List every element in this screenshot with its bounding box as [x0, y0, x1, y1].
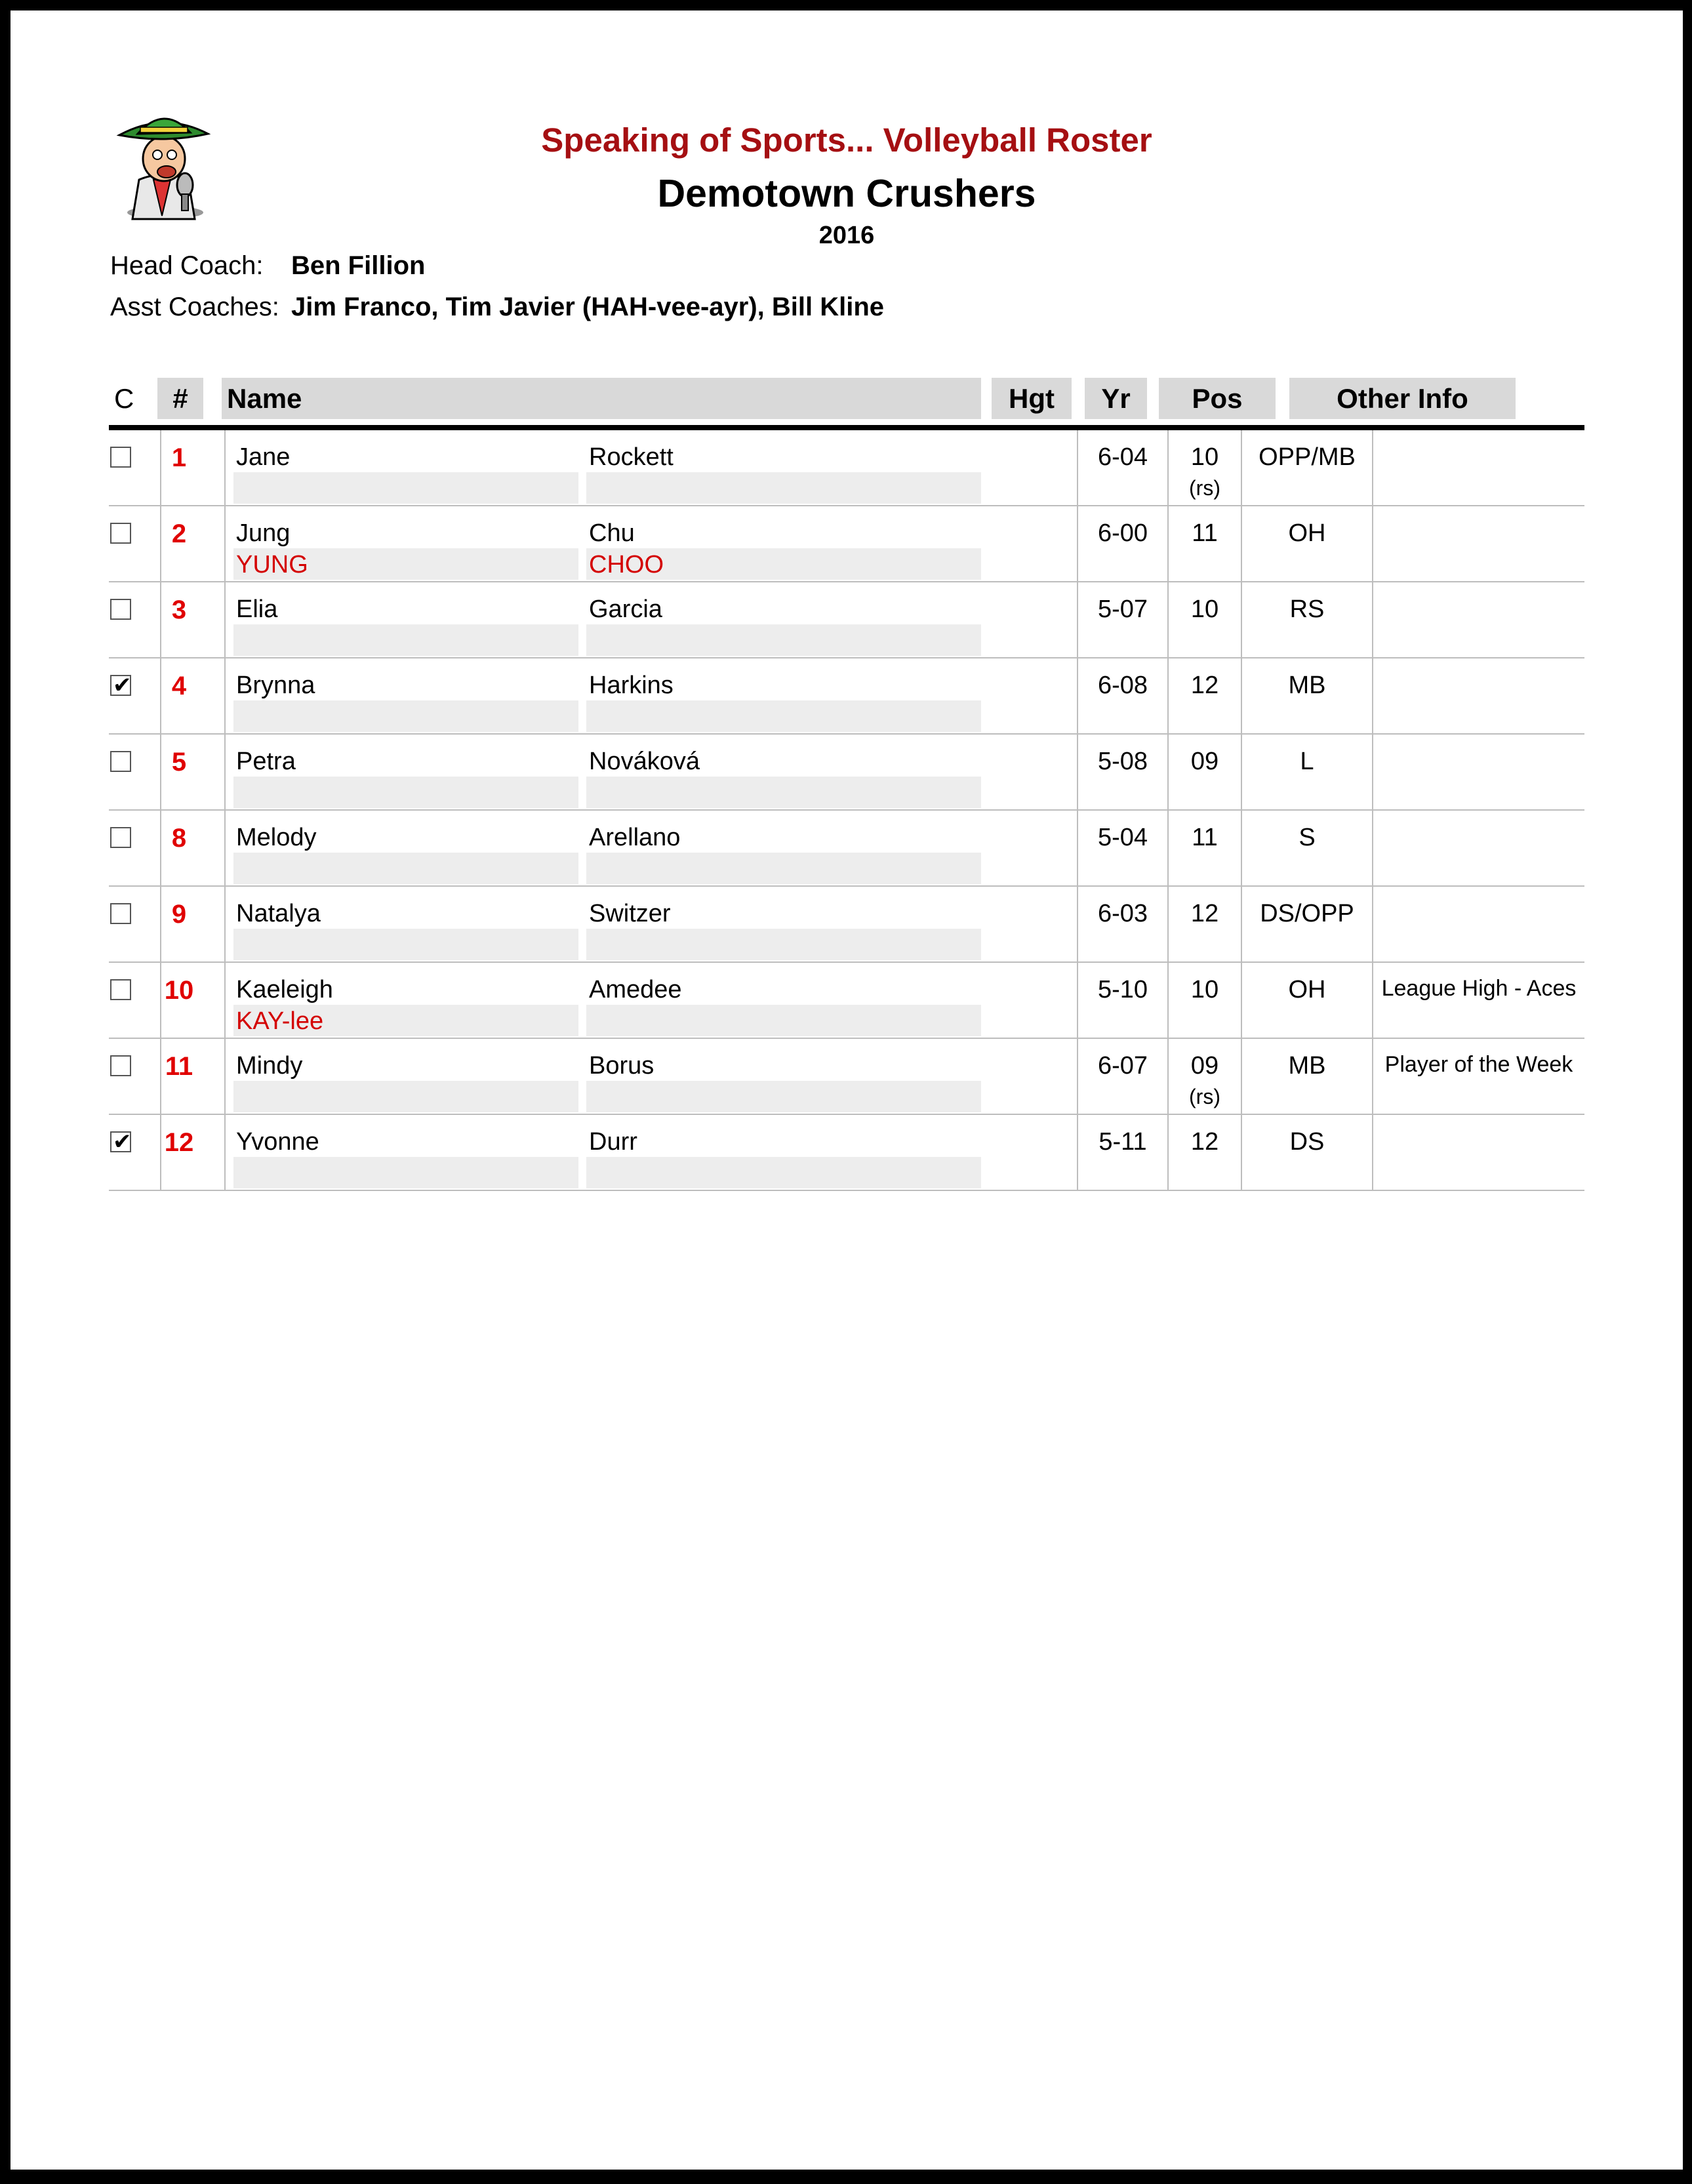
last-name: Durr — [589, 1128, 637, 1156]
column-divider — [1372, 811, 1373, 887]
first-pronunciation-field[interactable] — [233, 700, 578, 732]
column-divider — [1372, 658, 1373, 735]
redshirt-note: (rs) — [1189, 476, 1220, 500]
column-divider — [224, 735, 226, 811]
last-name: Borus — [589, 1052, 655, 1080]
captain-checkbox[interactable] — [110, 903, 131, 924]
last-name: Arellano — [589, 824, 681, 851]
team-name: Demotown Crushers — [657, 172, 1036, 215]
column-header-height: Hgt — [992, 378, 1072, 419]
header-rule — [109, 425, 1584, 430]
last-name: Harkins — [589, 672, 674, 699]
year-value: 10 — [1190, 976, 1219, 1003]
table-row — [109, 582, 1584, 658]
first-name-pronunciation: KAY-lee — [236, 1007, 324, 1035]
head-coach-value: Ben Fillion — [291, 251, 426, 280]
height-value: 6-04 — [1097, 443, 1148, 471]
position-value: OH — [1288, 976, 1326, 1003]
jersey-number: 10 — [164, 976, 194, 1005]
year-value: 09 — [1190, 748, 1219, 775]
year-value: 12 — [1190, 672, 1219, 699]
table-row — [109, 506, 1584, 582]
captain-checkbox[interactable] — [110, 751, 131, 772]
captain-checkbox[interactable] — [110, 827, 131, 848]
position-value: DS/OPP — [1260, 900, 1354, 927]
last-pronunciation-field[interactable] — [586, 929, 981, 960]
captain-checkbox[interactable] — [110, 523, 131, 544]
year-value: 10 — [1190, 443, 1219, 471]
height-value: 5-04 — [1097, 824, 1148, 851]
captain-checkbox[interactable] — [110, 1129, 132, 1155]
column-divider — [1372, 735, 1373, 811]
first-name-pronunciation: YUNG — [236, 551, 308, 578]
table-row — [109, 963, 1584, 1039]
year-value: 11 — [1192, 519, 1218, 547]
column-divider — [224, 887, 226, 963]
first-name: Melody — [236, 824, 317, 851]
redshirt-note: (rs) — [1189, 1085, 1220, 1108]
column-divider — [224, 1115, 226, 1191]
first-pronunciation-field[interactable] — [233, 853, 578, 884]
checkmark-icon: ✔ — [113, 672, 132, 698]
height-value: 5-10 — [1097, 976, 1148, 1003]
table-row — [109, 1115, 1584, 1191]
last-name: Nováková — [589, 748, 700, 775]
first-name: Yvonne — [236, 1128, 319, 1156]
table-row — [109, 735, 1584, 811]
last-name-pronunciation: CHOO — [589, 551, 664, 578]
captain-checkbox[interactable] — [110, 447, 131, 468]
jersey-number: 3 — [171, 596, 187, 624]
last-name: Switzer — [589, 900, 671, 927]
table-row — [109, 811, 1584, 887]
position-value: MB — [1288, 672, 1326, 699]
season-year: 2016 — [818, 222, 875, 249]
jersey-number: 4 — [171, 672, 187, 700]
last-name: Chu — [589, 519, 635, 547]
row-divider — [109, 1190, 1584, 1191]
last-pronunciation-field[interactable] — [586, 700, 981, 732]
last-pronunciation-field[interactable] — [586, 1157, 981, 1188]
last-pronunciation-field[interactable] — [586, 777, 981, 808]
position-value: DS — [1289, 1128, 1325, 1156]
column-header-name: Name — [222, 378, 981, 419]
first-name: Jane — [236, 443, 291, 471]
jersey-number: 2 — [171, 519, 187, 548]
first-name: Brynna — [236, 672, 315, 699]
roster-title: Speaking of Sports... Volleyball Roster — [541, 121, 1152, 159]
height-value: 5-08 — [1097, 748, 1148, 775]
position-value: L — [1300, 748, 1314, 775]
year-value: 11 — [1192, 824, 1218, 851]
position-value: OPP/MB — [1259, 443, 1356, 471]
last-pronunciation-field[interactable] — [586, 1081, 981, 1112]
column-divider — [1372, 430, 1373, 506]
column-header-other-info: Other Info — [1289, 378, 1516, 419]
year-value: 09 — [1190, 1052, 1219, 1080]
jersey-number: 12 — [164, 1128, 194, 1157]
column-header-year: Yr — [1085, 378, 1147, 419]
roster-page — [10, 10, 1683, 2170]
column-divider — [224, 430, 226, 506]
first-name: Kaeleigh — [236, 976, 333, 1003]
first-pronunciation-field[interactable] — [233, 472, 578, 504]
column-divider — [224, 582, 226, 658]
first-pronunciation-field[interactable] — [233, 1157, 578, 1188]
table-row — [109, 658, 1584, 735]
captain-checkbox[interactable] — [110, 672, 132, 698]
year-value: 12 — [1190, 1128, 1219, 1156]
position-value: RS — [1289, 596, 1325, 623]
column-divider — [224, 963, 226, 1039]
asst-coaches-value: Jim Franco, Tim Javier (HAH-vee-ayr), Bill Kline — [291, 293, 885, 321]
height-value: 5-11 — [1098, 1128, 1147, 1156]
first-name: Natalya — [236, 900, 321, 927]
first-pronunciation-field[interactable] — [233, 777, 578, 808]
captain-checkbox[interactable] — [110, 599, 131, 620]
column-header-position: Pos — [1159, 378, 1276, 419]
column-divider — [1372, 887, 1373, 963]
last-name: Rockett — [589, 443, 674, 471]
height-value: 6-03 — [1097, 900, 1148, 927]
jersey-number: 5 — [171, 748, 187, 777]
height-value: 6-07 — [1097, 1052, 1148, 1080]
other-info-value: Player of the Week — [1384, 1052, 1573, 1077]
captain-checkbox[interactable] — [110, 1055, 131, 1076]
last-pronunciation-field[interactable] — [586, 1005, 981, 1036]
column-divider — [224, 811, 226, 887]
last-name: Amedee — [589, 976, 682, 1003]
first-pronunciation-field[interactable] — [233, 1081, 578, 1112]
first-name: Elia — [236, 596, 278, 623]
height-value: 5-07 — [1097, 596, 1148, 623]
first-pronunciation-field[interactable] — [233, 624, 578, 656]
table-row — [109, 887, 1584, 963]
first-pronunciation-field[interactable] — [233, 929, 578, 960]
height-value: 6-08 — [1097, 672, 1148, 699]
height-value: 6-00 — [1097, 519, 1148, 547]
jersey-number: 1 — [171, 443, 187, 472]
table-row — [109, 1039, 1584, 1115]
column-divider — [1372, 1115, 1373, 1191]
column-header-number: # — [157, 378, 203, 419]
head-coach-label: Head Coach: — [110, 251, 264, 280]
captain-checkbox[interactable] — [110, 979, 131, 1000]
first-name: Jung — [236, 519, 291, 547]
column-divider — [224, 658, 226, 735]
jersey-number: 11 — [165, 1052, 193, 1081]
position-value: OH — [1288, 519, 1326, 547]
last-name: Garcia — [589, 596, 662, 623]
column-header-captain: C — [114, 382, 134, 414]
position-value: S — [1299, 824, 1316, 851]
checkmark-icon: ✔ — [113, 1129, 132, 1155]
asst-coaches-label: Asst Coaches: — [110, 293, 279, 321]
other-info-value: League High - Aces — [1381, 976, 1577, 1001]
first-name: Petra — [236, 748, 296, 775]
first-name: Mindy — [236, 1052, 303, 1080]
column-divider — [1372, 582, 1373, 658]
last-pronunciation-field[interactable] — [586, 853, 981, 884]
last-pronunciation-field[interactable] — [586, 624, 981, 656]
table-row — [109, 430, 1584, 506]
jersey-number: 9 — [171, 900, 187, 929]
column-divider — [1372, 506, 1373, 582]
year-value: 12 — [1190, 900, 1219, 927]
column-divider — [224, 1039, 226, 1115]
jersey-number: 8 — [171, 824, 187, 853]
year-value: 10 — [1190, 596, 1219, 623]
position-value: MB — [1288, 1052, 1326, 1080]
column-divider — [224, 506, 226, 582]
last-pronunciation-field[interactable] — [586, 472, 981, 504]
